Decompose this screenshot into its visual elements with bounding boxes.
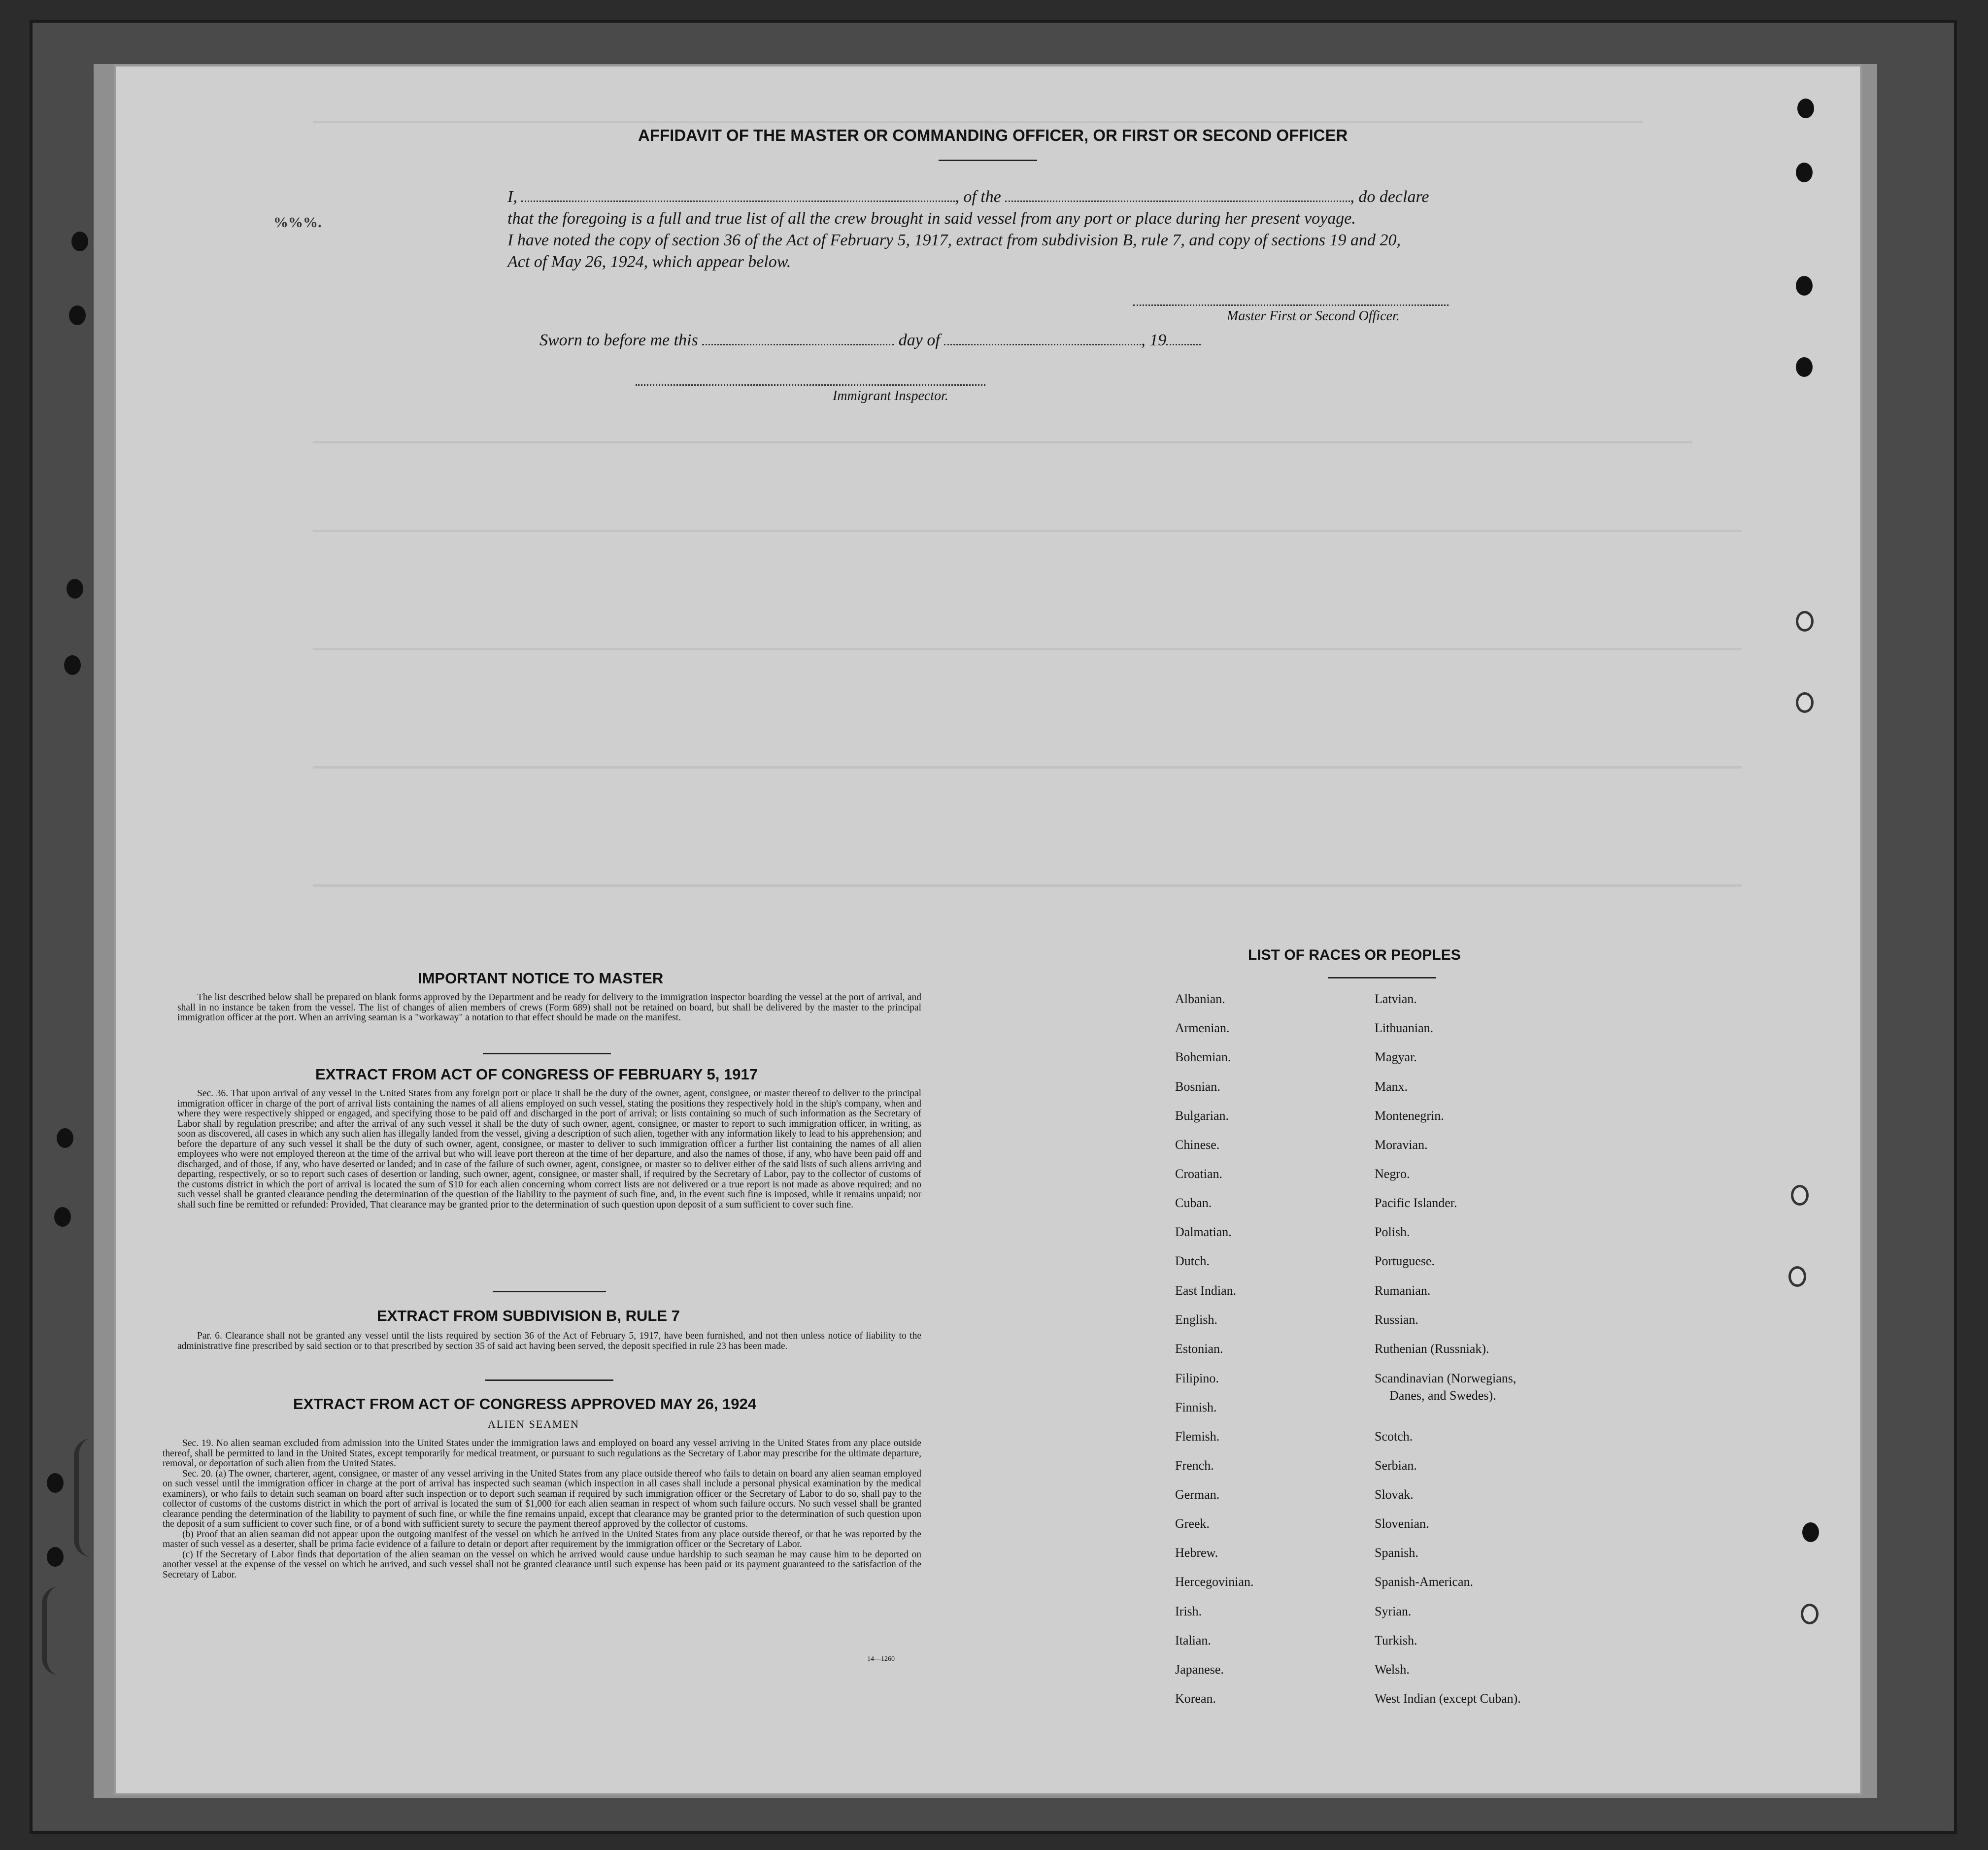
race-item: Italian. xyxy=(1175,1633,1211,1648)
binder-hole xyxy=(1797,99,1814,118)
race-item: Filipino. xyxy=(1175,1371,1219,1385)
binding-string xyxy=(74,1439,108,1557)
vessel-blank[interactable] xyxy=(1005,188,1350,202)
binder-hole xyxy=(54,1207,71,1227)
race-item: Russian. xyxy=(1375,1312,1418,1327)
race-item: Bohemian. xyxy=(1175,1050,1231,1064)
section-20b-paragraph: (b) Proof that an alien seaman did not appear upon the outgoing manifest of the vessel on which he arrived in the United States from any place outside thereof, or that he was reported by the master of such vessel as a deserter, shall be prima facie evidence of a failure to detain or deport after requirement by the immigration officer or the Secretary of Labor. xyxy=(163,1529,921,1549)
race-item: Japanese. xyxy=(1175,1662,1224,1677)
extract-1917-body xyxy=(177,1089,921,1210)
race-item: Estonian. xyxy=(1175,1342,1223,1356)
affidavit-line-4: Act of May 26, 1924, which appear below. xyxy=(507,253,791,271)
affidavit-title-rule xyxy=(939,160,1037,161)
race-item: Montenegrin. xyxy=(1375,1109,1444,1123)
binder-hole xyxy=(1801,1604,1819,1624)
race-item: West Indian (except Cuban). xyxy=(1375,1691,1521,1706)
binding-string xyxy=(42,1586,76,1675)
section-rule xyxy=(493,1291,606,1292)
race-item: Cuban. xyxy=(1175,1196,1212,1210)
binder-hole xyxy=(1802,1522,1819,1542)
affidavit-line-2: that the foregoing is a full and true list of all the crew brought in said vessel from any port or place during her present voyage. xyxy=(507,209,1356,228)
race-item: Ruthenian (Russniak). xyxy=(1375,1342,1489,1356)
stamp-mark: %%%. xyxy=(273,214,322,231)
of-the-text: , of the xyxy=(955,188,1001,206)
sworn-line xyxy=(539,331,1201,350)
race-item: Turkish. xyxy=(1375,1633,1417,1648)
race-item: Magyar. xyxy=(1375,1050,1417,1064)
master-signature-line[interactable] xyxy=(1133,304,1449,306)
binder-hole xyxy=(69,305,86,325)
race-item: French. xyxy=(1175,1458,1214,1473)
sworn-month-blank[interactable] xyxy=(944,331,1141,345)
section-rule xyxy=(485,1379,613,1381)
race-item: Latvian. xyxy=(1375,992,1417,1006)
affidavit-title: AFFIDAVIT OF THE MASTER OR COMMANDING OFFICER, OR FIRST OR SECOND OFFICER xyxy=(638,126,1348,144)
binder-hole xyxy=(67,579,83,599)
race-item: Spanish. xyxy=(1375,1546,1418,1560)
year-prefix: , 19 xyxy=(1141,331,1167,349)
race-item: Pacific Islander. xyxy=(1375,1196,1457,1210)
inspector-signature-label: Immigrant Inspector. xyxy=(833,388,948,404)
binder-hole xyxy=(1788,1266,1806,1287)
race-item: Portuguese. xyxy=(1375,1254,1435,1268)
bleed-through-line xyxy=(313,884,1742,887)
race-item: Bulgarian. xyxy=(1175,1109,1229,1123)
binder-hole xyxy=(57,1128,73,1148)
race-item: Dutch. xyxy=(1175,1254,1210,1268)
race-item: Danes, and Swedes). xyxy=(1389,1388,1496,1403)
extract-1924-body xyxy=(163,1439,921,1580)
binder-hole xyxy=(1796,692,1814,713)
binder-hole xyxy=(47,1473,64,1493)
binder-hole xyxy=(1796,276,1813,296)
race-item: Moravian. xyxy=(1375,1138,1428,1152)
race-item: Scandinavian (Norwegians, xyxy=(1375,1371,1516,1385)
race-item: Syrian. xyxy=(1375,1604,1412,1618)
race-item: Serbian. xyxy=(1375,1458,1417,1473)
inspector-signature-line[interactable] xyxy=(636,384,985,386)
name-blank[interactable] xyxy=(521,188,955,202)
master-signature-label: Master First or Second Officer. xyxy=(1227,308,1400,324)
race-item: Hercegovinian. xyxy=(1175,1575,1254,1589)
race-item: German. xyxy=(1175,1487,1220,1502)
section-rule xyxy=(483,1053,611,1054)
affidavit-line-3: I have noted the copy of section 36 of the Act of February 5, 1917, extract from subdivision B, rule 7, and copy of sections 19 and 20, xyxy=(507,231,1401,249)
sworn-year-blank[interactable] xyxy=(1166,331,1201,345)
binder-hole xyxy=(64,655,81,675)
race-item: Irish. xyxy=(1175,1604,1202,1618)
race-item: Flemish. xyxy=(1175,1429,1220,1444)
extract-1924-title: EXTRACT FROM ACT OF CONGRESS APPROVED MAY 26, 1924 xyxy=(293,1395,756,1413)
races-title: LIST OF RACES OR PEOPLES xyxy=(1248,947,1461,963)
race-item: Slovenian. xyxy=(1375,1516,1429,1531)
binder-hole xyxy=(1796,163,1813,182)
notice-title: IMPORTANT NOTICE TO MASTER xyxy=(418,970,664,987)
races-title-rule xyxy=(1328,977,1436,978)
binder-hole xyxy=(1791,1185,1809,1206)
race-item: Lithuanian. xyxy=(1375,1021,1434,1035)
race-item: Chinese. xyxy=(1175,1138,1220,1152)
race-item: Spanish-American. xyxy=(1375,1575,1474,1589)
binder-hole xyxy=(71,232,88,251)
race-item: Hebrew. xyxy=(1175,1546,1218,1560)
race-item: Rumanian. xyxy=(1375,1283,1431,1298)
bleed-through-line xyxy=(313,648,1742,650)
bleed-through-line xyxy=(313,766,1742,769)
notice-body xyxy=(177,993,921,1023)
do-declare-text: , do declare xyxy=(1350,188,1429,206)
binder-hole xyxy=(47,1547,64,1567)
bleed-through-line xyxy=(313,530,1742,532)
race-item: Greek. xyxy=(1175,1516,1210,1531)
race-item: Armenian. xyxy=(1175,1021,1230,1035)
extract-rule7-body xyxy=(177,1331,921,1351)
binder-hole xyxy=(1796,611,1814,632)
extract-rule7-title: EXTRACT FROM SUBDIVISION B, RULE 7 xyxy=(377,1307,680,1324)
race-item: East Indian. xyxy=(1175,1283,1237,1298)
bleed-through-line xyxy=(313,121,1643,123)
race-item: Slovak. xyxy=(1375,1487,1414,1502)
race-item: Finnish. xyxy=(1175,1400,1217,1414)
race-item: Scotch. xyxy=(1375,1429,1413,1444)
notice-paragraph: The list described below shall be prepared on blank forms approved by the Department and be ready for delivery to the immigration inspector boarding the vessel at the port of arrival, and shall in no instance be taken from the vessel. The list of changes of alien members of crews (Form 689) shall not be retained on board, but shall be delivered by the master to the principal immigration officer at the port. When an arriving seaman is a "workaway" a notation to that effect should be made on the manifest. xyxy=(177,992,921,1023)
extract-rule7-paragraph: Par. 6. Clearance shall not be granted any vessel until the lists required by section 36 of the Act of February 5, 1917, have been furnished, and not then unless notice of liability to the administrative fine prescribed by said section or to that prescribed by section 35 of said act having been served, the deposit specified in rule 23 has been made. xyxy=(177,1331,921,1351)
race-item: Negro. xyxy=(1375,1167,1410,1181)
i-prefix: I, xyxy=(507,188,517,206)
affidavit-text xyxy=(507,186,1468,273)
section-19-paragraph: Sec. 19. No alien seaman excluded from admission into the United States under the immigration laws and employed on board any vessel arriving in the United States from any place outside thereof, shall be permitted to land in the United States, except temporarily for medical treatment, or pursuant to such regulations as the Secretary of Labor may prescribe for the ultimate departure, removal, or deportation of such alien from the United States. xyxy=(163,1438,921,1469)
extract-1917-title: EXTRACT FROM ACT OF CONGRESS OF FEBRUARY 5, 1917 xyxy=(315,1066,758,1083)
race-item: Bosnian. xyxy=(1175,1079,1220,1094)
affidavit-line-1 xyxy=(507,186,1468,208)
bleed-through-line xyxy=(313,441,1692,443)
day-of-text: day of xyxy=(898,331,940,349)
race-item: Welsh. xyxy=(1375,1662,1410,1677)
race-item: Korean. xyxy=(1175,1691,1216,1706)
race-item: Manx. xyxy=(1375,1079,1408,1094)
binder-hole xyxy=(1796,357,1813,377)
race-item: Polish. xyxy=(1375,1225,1410,1239)
race-item: Albanian. xyxy=(1175,992,1225,1006)
race-item: English. xyxy=(1175,1312,1217,1327)
race-item: Dalmatian. xyxy=(1175,1225,1232,1239)
race-item: Croatian. xyxy=(1175,1167,1223,1181)
section-20c-paragraph: (c) If the Secretary of Labor finds that deportation of the alien seaman on the vessel on which he arrived would cause undue hardship to such seaman he may cause him to be deported on another vessel at the expense of the vessel on which he arrived, and such vessel shall not be granted clearance until such expense has been paid or its payment guaranteed to the satisfaction of the Secretary of Labor. xyxy=(163,1549,921,1580)
form-number: 14—1260 xyxy=(867,1655,895,1663)
extract-1917-paragraph: Sec. 36. That upon arrival of any vessel in the United States from any foreign port or place it shall be the duty of the owner, agent, consignee, or master thereof to deliver to the principal immigration officer in charge of the port of arrival lists containing the names of all aliens employed on such vessel, stating the positions they respectively hold in the ship's company, when and where they were respectively shipped or engaged, and specifying those to be paid off and discharged in the port of arrival; or lists containing so much of such information as the Secretary of Labor shall by regulation prescribe; and after the arrival of any such vessel it shall be the duty of such owner, agent, consignee, or master to report to such immigration officer, in writing, as soon as discovered, all cases in which any such alien has illegally landed from the vessel, giving a description of such alien, together with any information likely to lead to his apprehension; and before the departure of any such vessel it shall be the duty of such owner, agent, consignee, or master to deliver to such immigration officer a further list containing the names of all alien employees who were not employed thereon at the time of the arrival but who will leave port thereon at the time of her departure, and also the names of those, if any, who have been paid off and discharged, and of those, if any, who have deserted or landed; and in case of the failure of such owner, agent, consignee, or master so to deliver either of the said lists of such aliens arriving and departing, respectively, or so to report such cases of desertion or landing, such owner, agent, consignee, or master shall, if required by the Secretary of Labor, pay to the collector of customs of the customs district in which the port of arrival is located the sum of $10 for each alien concerning whom correct lists are not delivered or a true report is not made as above required; and no such vessel shall be granted clearance pending the determination of the question of the liability to the payment of such fine, and, in the event such fine is imposed, while it remains unpaid; nor shall such fine be remitted or refunded: Provided, That clearance may be granted prior to the determination of such question upon deposit of a sum sufficient to cover such fine. xyxy=(177,1088,921,1210)
sworn-prefix: Sworn to before me this xyxy=(539,331,698,349)
alien-seamen-subtitle: ALIEN SEAMEN xyxy=(488,1418,579,1430)
section-20a-paragraph: Sec. 20. (a) The owner, charterer, agent, consignee, or master of any vessel arriving in the United States from any place outside thereof who fails to detain on board any alien seaman employed on such vessel until the immigration officer in charge at the port of arrival has inspected such seaman (which inspection in all cases shall include a personal physical examination by the medical examiners), or who fails to detain such seaman on board after such inspection or to deport such seaman if required by such immigration officer or the Secretary of Labor to do so, shall pay to the collector of customs of the customs district in which the port of arrival is located the sum of $1,000 for each alien seaman in respect of whom such failure occurs. No such vessel shall be granted clearance pending the determination of the liability to payment of such fine, or while the fine remains unpaid, except that clearance may be granted prior to the determination of such question upon the deposit of a sum sufficient to cover such fine, or of a bond with sufficient surety to secure the payment thereof approved by the collector of customs. xyxy=(163,1468,921,1529)
sworn-day-blank[interactable] xyxy=(702,331,894,345)
